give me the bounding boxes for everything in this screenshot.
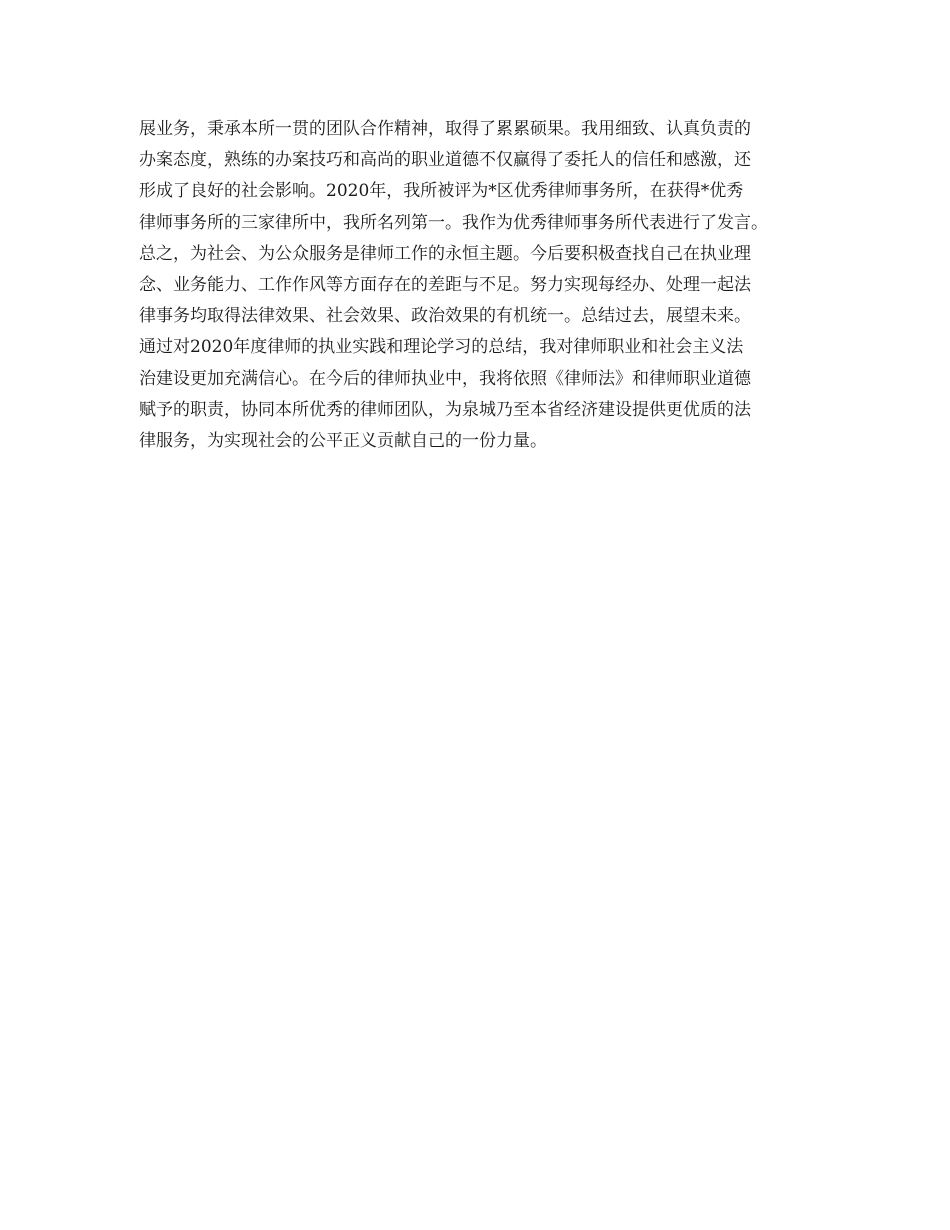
text-line: 治建设更加充满信心。在今后的律师执业中，我将依照《律师法》和律师职业道德 [139,368,751,389]
text-line: 形成了良好的社会影响。2020年，我所被评为*区优秀律师事务所，在获得*优秀 [139,181,744,202]
text-line: 通过对2020年度律师的执业实践和理论学习的总结，我对律师职业和社会主义法 [139,337,744,358]
text-line: 赋予的职责，协同本所优秀的律师团队，为泉城乃至本省经济建设提供更优质的法 [139,399,751,420]
text-line: 展业务，秉承本所一贯的团队合作精神，取得了累累硕果。我用细致、认真负责的 [139,119,751,139]
text-line: 办案态度，熟练的办案技巧和高尚的职业道德不仅赢得了委托人的信任和感激，还 [139,150,751,171]
text-line: 律师事务所的三家律所中，我所名列第一。我作为优秀律师事务所代表进行了发言。 [139,212,768,233]
text-line: 念、业务能力、工作作风等方面存在的差距与不足。努力实现每经办、处理一起法 [139,274,751,295]
text-line: 律事务均取得法律效果、社会效果、政治效果的有机统一。总结过去，展望未来。 [139,306,751,327]
text-line: 总之，为社会、为公众服务是律师工作的永恒主题。今后要积极查找自己在执业理 [139,243,751,264]
text-line: 律服务，为实现社会的公平正义贡献自己的一份力量。 [139,430,547,451]
body-text [139,114,839,457]
